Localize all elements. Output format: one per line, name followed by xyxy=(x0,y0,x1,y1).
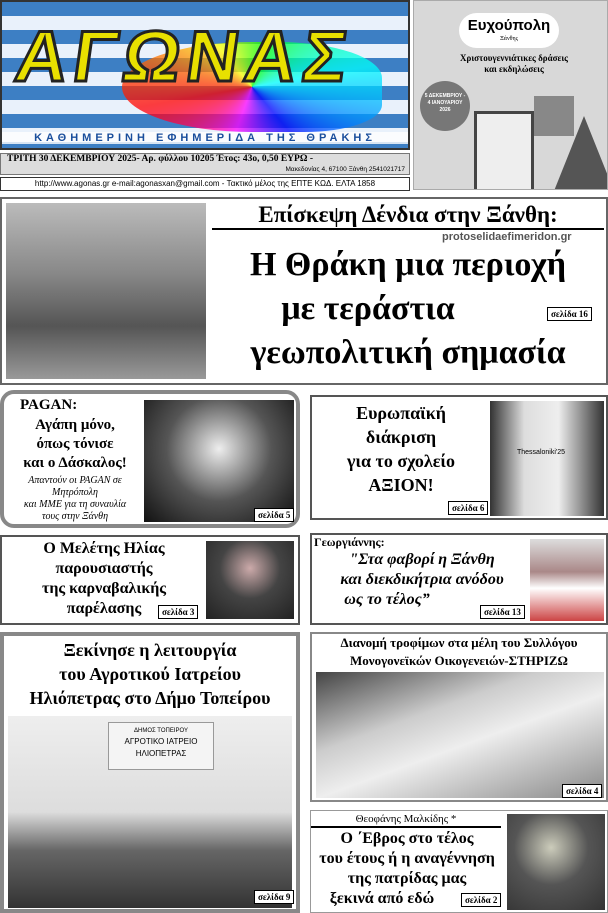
house-graphic xyxy=(474,111,534,190)
story-headline: Ο Μελέτης Ηλίας παρουσιαστής της καρναβαλικής παρέλασης xyxy=(41,540,167,617)
story-axion[interactable] xyxy=(310,395,608,520)
clinic-sign: ΔΗΜΟΣ ΤΟΠΕΙΡΟΥ ΑΓΡΟΤΙΚΟ ΙΑΤΡΕΙΟ ΗΛΙΟΠΕΤΡΑΣ xyxy=(108,722,214,770)
author-photo xyxy=(507,814,605,910)
story-headline: Ευρωπαϊκή διάκριση για το σχολείο ΑΞΙΟΝ! xyxy=(346,403,456,495)
page-ref[interactable]: σελίδα 16 xyxy=(547,307,592,321)
concert-photo xyxy=(144,400,294,522)
story-headline: Ξεκίνησε η λειτουργία του Αγροτικού Ιατρείου Ηλιόπετρας στο Δήμο Τοπείρου xyxy=(29,640,271,708)
page-ref[interactable]: σελίδα 4 xyxy=(562,784,602,798)
story-evros[interactable] xyxy=(310,810,608,913)
ad-tagline: Χριστουγεννιάτικες δράσεις και εκδηλώσεις xyxy=(460,53,568,74)
watermark: protoselidaefimeridon.gr xyxy=(442,231,572,243)
story-kicker: PAGAN: xyxy=(20,397,78,413)
page-ref[interactable]: σελίδα 2 xyxy=(461,893,501,907)
lead-headline: Η Θράκη μια περιοχή με τεράστια γεωπολιτική σημασία xyxy=(249,246,567,371)
tree-graphic xyxy=(554,116,608,190)
contact-line[interactable]: http://www.agonas.gr e-mail:agonasxan@gmail.com - Τακτικό μέλος της ΕΠΤΕ ΚΩΔ. ΕΛΤΑ 1858 xyxy=(0,177,410,191)
masthead-logo[interactable] xyxy=(0,0,410,150)
ad-brand: Ευχούπολη xyxy=(467,17,551,34)
advertisement[interactable] xyxy=(413,0,608,190)
lead-story[interactable] xyxy=(0,197,608,385)
story-clinic[interactable] xyxy=(0,632,300,913)
page-ref[interactable]: σελίδα 3 xyxy=(158,605,198,619)
banner-text: Thessaloniki'25 xyxy=(517,449,566,456)
page-ref[interactable]: σελίδα 6 xyxy=(448,501,488,515)
story-georgiannis[interactable] xyxy=(310,533,608,625)
ad-city: Ξάνθης xyxy=(499,36,519,42)
story-pagan[interactable] xyxy=(0,390,300,528)
page-ref[interactable]: σελίδα 5 xyxy=(254,508,294,522)
story-headline: "Στα φαβορί η Ξάνθη και διεκδικήτρια ανόδου ως το τέλος” xyxy=(340,551,504,608)
story-kicker: Γεωργιάννης: xyxy=(314,535,385,549)
address: Μακεδονίας 4, 67100 Ξάνθη 2541021717 xyxy=(285,166,405,173)
award-photo xyxy=(490,401,604,516)
page-ref[interactable]: σελίδα 9 xyxy=(254,890,294,904)
newspaper-subtitle: ΚΑΘΗΜΕΡΙΝΗ ΕΦΗΜΕΡΙΔΑ ΤΗΣ ΘΡΑΚΗΣ xyxy=(2,132,408,144)
ad-dates: 5 ΔΕΚΕΜΒΡΙΟΥ - 4 ΙΑΝΟΥΑΡΙΟΥ 2026 xyxy=(420,81,470,131)
newspaper-title: ΑΓΩΝΑΣ xyxy=(10,17,358,97)
story-food[interactable] xyxy=(310,632,608,802)
lead-photo xyxy=(6,203,206,379)
story-headline: Ο ΄Εβρος στο τέλος του έτους ή η αναγέννηση της πατρίδας μας ξεκινά από εδώ xyxy=(319,830,495,907)
story-headline: Αγάπη μόνο, όπως τόνισε και ο Δάσκαλος! xyxy=(23,417,127,471)
page-ref[interactable]: σελίδα 13 xyxy=(480,605,525,619)
date-line: ΤΡΙΤΗ 30 ΔΕΚΕΜΒΡΙΟΥ 2025- Αρ. φύλλου 10205 Έτος: 43ο, 0,50 ΕΥΡΩ - xyxy=(7,154,313,164)
athlete-photo xyxy=(530,539,604,621)
story-headline: Διανομή τροφίμων στα μέλη του Συλλόγου Μονογονεϊκών Οικογενειών-ΣΤΗΡΙΖΩ xyxy=(340,635,578,668)
story-meletis[interactable] xyxy=(0,535,300,625)
lead-kicker: Επίσκεψη Δένδια στην Ξάνθη: xyxy=(212,201,604,230)
date-bar xyxy=(0,153,410,175)
author: Θεοφάνης Μαλκίδης * xyxy=(311,813,501,828)
food-photo xyxy=(316,672,604,798)
story-sub: Απαντούν οι PAGAN σε Μητρόπολη και ΜΜΕ για τη συναυλία τους στην Ξάνθη xyxy=(23,475,127,522)
portrait-photo xyxy=(206,541,294,619)
